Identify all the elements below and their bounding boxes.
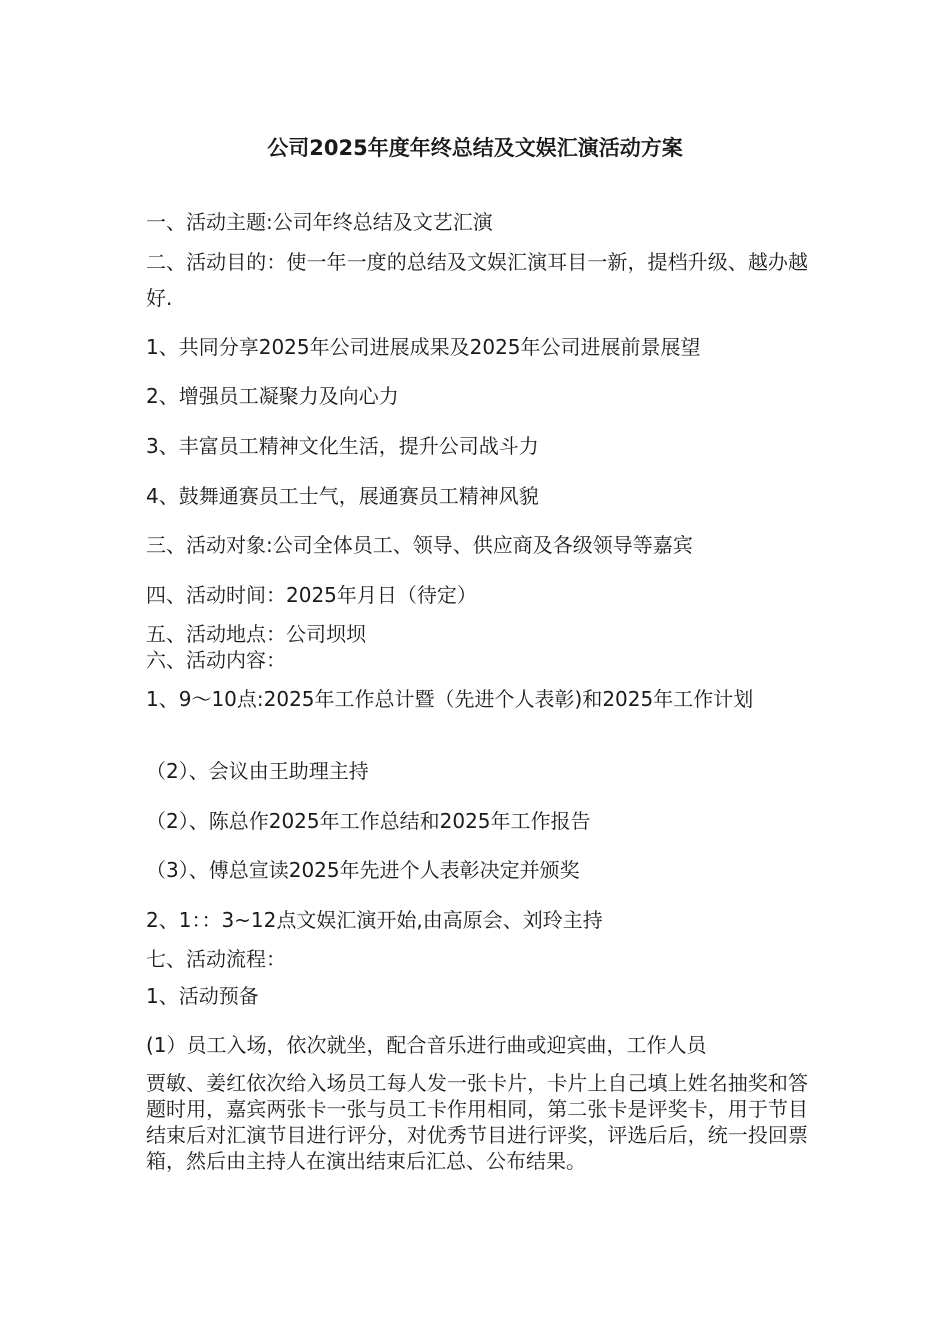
line-activity-content: 六、活动内容：: [146, 648, 286, 672]
line-process-1-1: (1）员工入场，依次就坐，配合音乐进行曲或迎宾曲，工作人员: [146, 1033, 707, 1057]
line-activity-audience: 三、活动对象:公司全体员工、领导、供应商及各级领导等嘉宾: [146, 533, 693, 557]
line-content-1-2b: （2）、陈总作2025年工作总结和2025年工作报告: [146, 809, 591, 833]
document-title: 公司2025年度年终总结及文娱汇演活动方案: [267, 136, 683, 160]
line-content-2: 2、1：：3~12点文娱汇演开始,由高原会、刘玲主持: [146, 908, 603, 932]
line-purpose-4: 4、鼓舞通赛员工士气，展通赛员工精神风貌: [146, 484, 539, 508]
line-purpose-1: 1、共同分享2025年公司进展成果及2025年公司进展前景展望: [146, 335, 701, 359]
line-activity-location: 五、活动地点：公司坝坝: [146, 622, 366, 646]
line-activity-theme: 一、活动主题:公司年终总结及文艺汇演: [146, 210, 493, 234]
line-activity-time: 四、活动时间：2025年月日（待定）: [146, 583, 477, 607]
line-activity-process: 七、活动流程：: [146, 947, 286, 971]
line-content-1: 1、9～10点:2025年工作总计暨（先进个人表彰)和2025年工作计划: [146, 687, 754, 711]
line-process-1: 1、活动预备: [146, 984, 259, 1008]
paragraph-process-details: 贾敏、姜红依次给入场员工每人发一张卡片，卡片上自己填上姓名抽奖和答题时用，嘉宾两张卡一张与员工卡作用相同，第二张卡是评奖卡，用于节目结束后对汇演节目进行评分，对优秀节目进行评奖，评选后后，统一投回票箱，然后由主持人在演出结束后汇总、公布结果。: [146, 1071, 808, 1173]
line-purpose-2: 2、增强员工凝聚力及向心力: [146, 384, 399, 408]
line-purpose-3: 3、丰富员工精神文化生活，提升公司战斗力: [146, 434, 539, 458]
line-content-1-2a: （2）、会议由王助理主持: [146, 759, 369, 783]
line-activity-purpose: 二、活动目的：使一年一度的总结及文娱汇演耳目一新，提档升级、越办越好.: [146, 250, 808, 310]
line-content-1-3: （3）、傅总宣读2025年先进个人表彰决定并颁奖: [146, 858, 580, 882]
